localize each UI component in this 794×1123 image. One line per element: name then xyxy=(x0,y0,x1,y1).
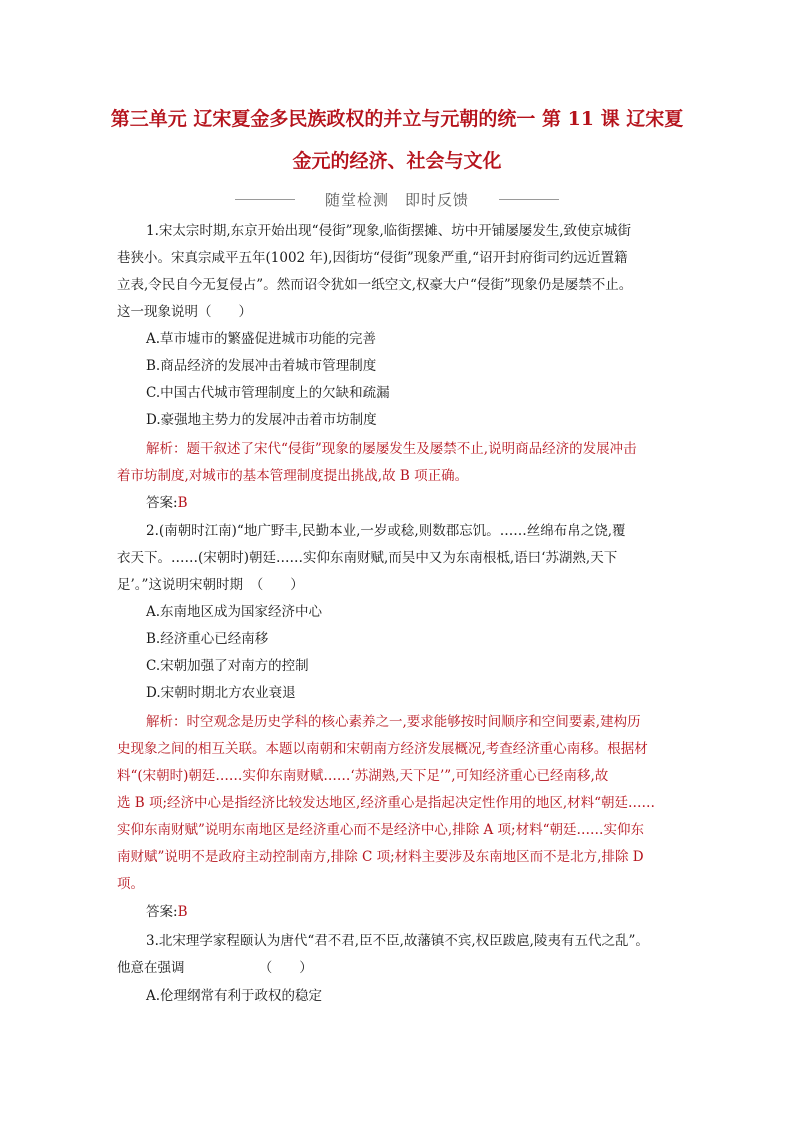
q1-option-c: C.中国古代城市管理制度上的欠缺和疏漏 xyxy=(146,385,390,401)
q2-analysis-line-2: 史现象之间的相互关联。本题以南朝和宋朝南方经济发展概况,考查经济重心南移。根据材 xyxy=(117,741,648,757)
q2-analysis-line-7: 项。 xyxy=(117,876,144,892)
q2-analysis-line-6: 南财赋”说明不是政府主动控制南方,排除 C 项;材料主要涉及东南地区而不是北方,排除 D xyxy=(117,849,644,865)
q2-option-b: B.经济重心已经南移 xyxy=(146,631,269,647)
q1-analysis-line-1: 解析：题干叙述了宋代“侵街”现象的屡屡发生及屡禁不止,说明商品经济的发展冲击 xyxy=(146,441,637,457)
q1-answer-value: B xyxy=(177,495,188,511)
q2-analysis-line-1: 解析：时空观念是历史学科的核心素养之一,要求能够按时间顺序和空间要素,建构历 xyxy=(146,714,641,730)
q3-option-a: A.伦理纲常有利于政权的稳定 xyxy=(146,988,323,1004)
q1-option-b: B.商品经济的发展冲击着城市管理制度 xyxy=(146,358,377,374)
q1-answer-label: 答案: xyxy=(146,495,178,511)
q2-option-a: A.东南地区成为国家经济中心 xyxy=(146,604,323,620)
q2-analysis-line-5: 实仰东南财赋”说明东南地区是经济重心而不是经济中心,排除 A 项;材料“朝廷……实仰东 xyxy=(117,822,644,838)
q2-option-d: D.宋朝时期北方农业衰退 xyxy=(146,685,296,701)
page-title-line2: 金元的经济、社会与文化 xyxy=(292,150,502,172)
q2-stem-line-1: 2.(南朝时江南)“地广野丰,民勤本业,一岁或稔,则数郡忘饥。……丝绵布帛之饶,覆 xyxy=(146,523,626,539)
q3-stem-line-2: 他意在强调 （ ） xyxy=(117,960,313,976)
q2-answer-value: B xyxy=(177,904,188,920)
banner-divider-left xyxy=(235,199,295,200)
q1-stem-line-4: 这一现象说明（ ） xyxy=(117,304,252,320)
banner-text: 随堂检测 即时反馈 xyxy=(324,191,469,209)
q2-answer xyxy=(146,899,706,926)
page-title-line1: 第三单元 辽宋夏金多民族政权的并立与元朝的统一 第 11 课 辽宋夏 xyxy=(110,108,684,130)
banner-divider-right xyxy=(499,199,559,200)
q1-answer xyxy=(146,490,706,517)
q1-stem-line-1: 1.宋太宗时期,东京开始出现“侵街”现象,临街摆摊、坊中开铺屡屡发生,致使京城街 xyxy=(146,223,632,239)
q1-stem-line-3: 立表,令民自今无复侵占”。然而诏令犹如一纸空文,权豪大户“侵街”现象仍是屡禁不止。 xyxy=(117,277,633,293)
q2-stem-line-2: 衣天下。……(宋朝时)朝廷……实仰东南财赋,而吴中又为东南根柢,语曰‘苏湖熟,天下 xyxy=(117,550,618,566)
q2-answer-label: 答案: xyxy=(146,904,178,920)
q1-option-d: D.豪强地主势力的发展冲击着市坊制度 xyxy=(146,412,377,428)
section-banner xyxy=(235,188,559,212)
q1-option-a: A.草市墟市的繁盛促进城市功能的完善 xyxy=(146,331,377,347)
q2-analysis-line-4: 选 B 项;经济中心是指经济比较发达地区,经济重心是指起决定性作用的地区,材料“朝廷…… xyxy=(117,795,656,811)
q2-stem-line-3: 足’。”这说明宋朝时期 （ ） xyxy=(117,577,304,593)
q2-option-c: C.宋朝加强了对南方的控制 xyxy=(146,658,309,674)
q1-analysis-line-2: 着市坊制度,对城市的基本管理制度提出挑战,故 B 项正确。 xyxy=(117,468,469,484)
q1-stem-line-2: 巷狭小。宋真宗咸平五年(1002 年),因街坊“侵街”现象严重,“诏开封府街司约远近置籍 xyxy=(117,250,628,266)
q2-analysis-line-3: 料“(宋朝时)朝廷……实仰东南财赋……‘苏湖熟,天下足’”,可知经济重心已经南移,故 xyxy=(117,768,609,784)
q3-stem-line-1: 3.北宋理学家程颐认为唐代“君不君,臣不臣,故藩镇不宾,权臣跋扈,陵夷有五代之乱”。 xyxy=(146,933,649,949)
